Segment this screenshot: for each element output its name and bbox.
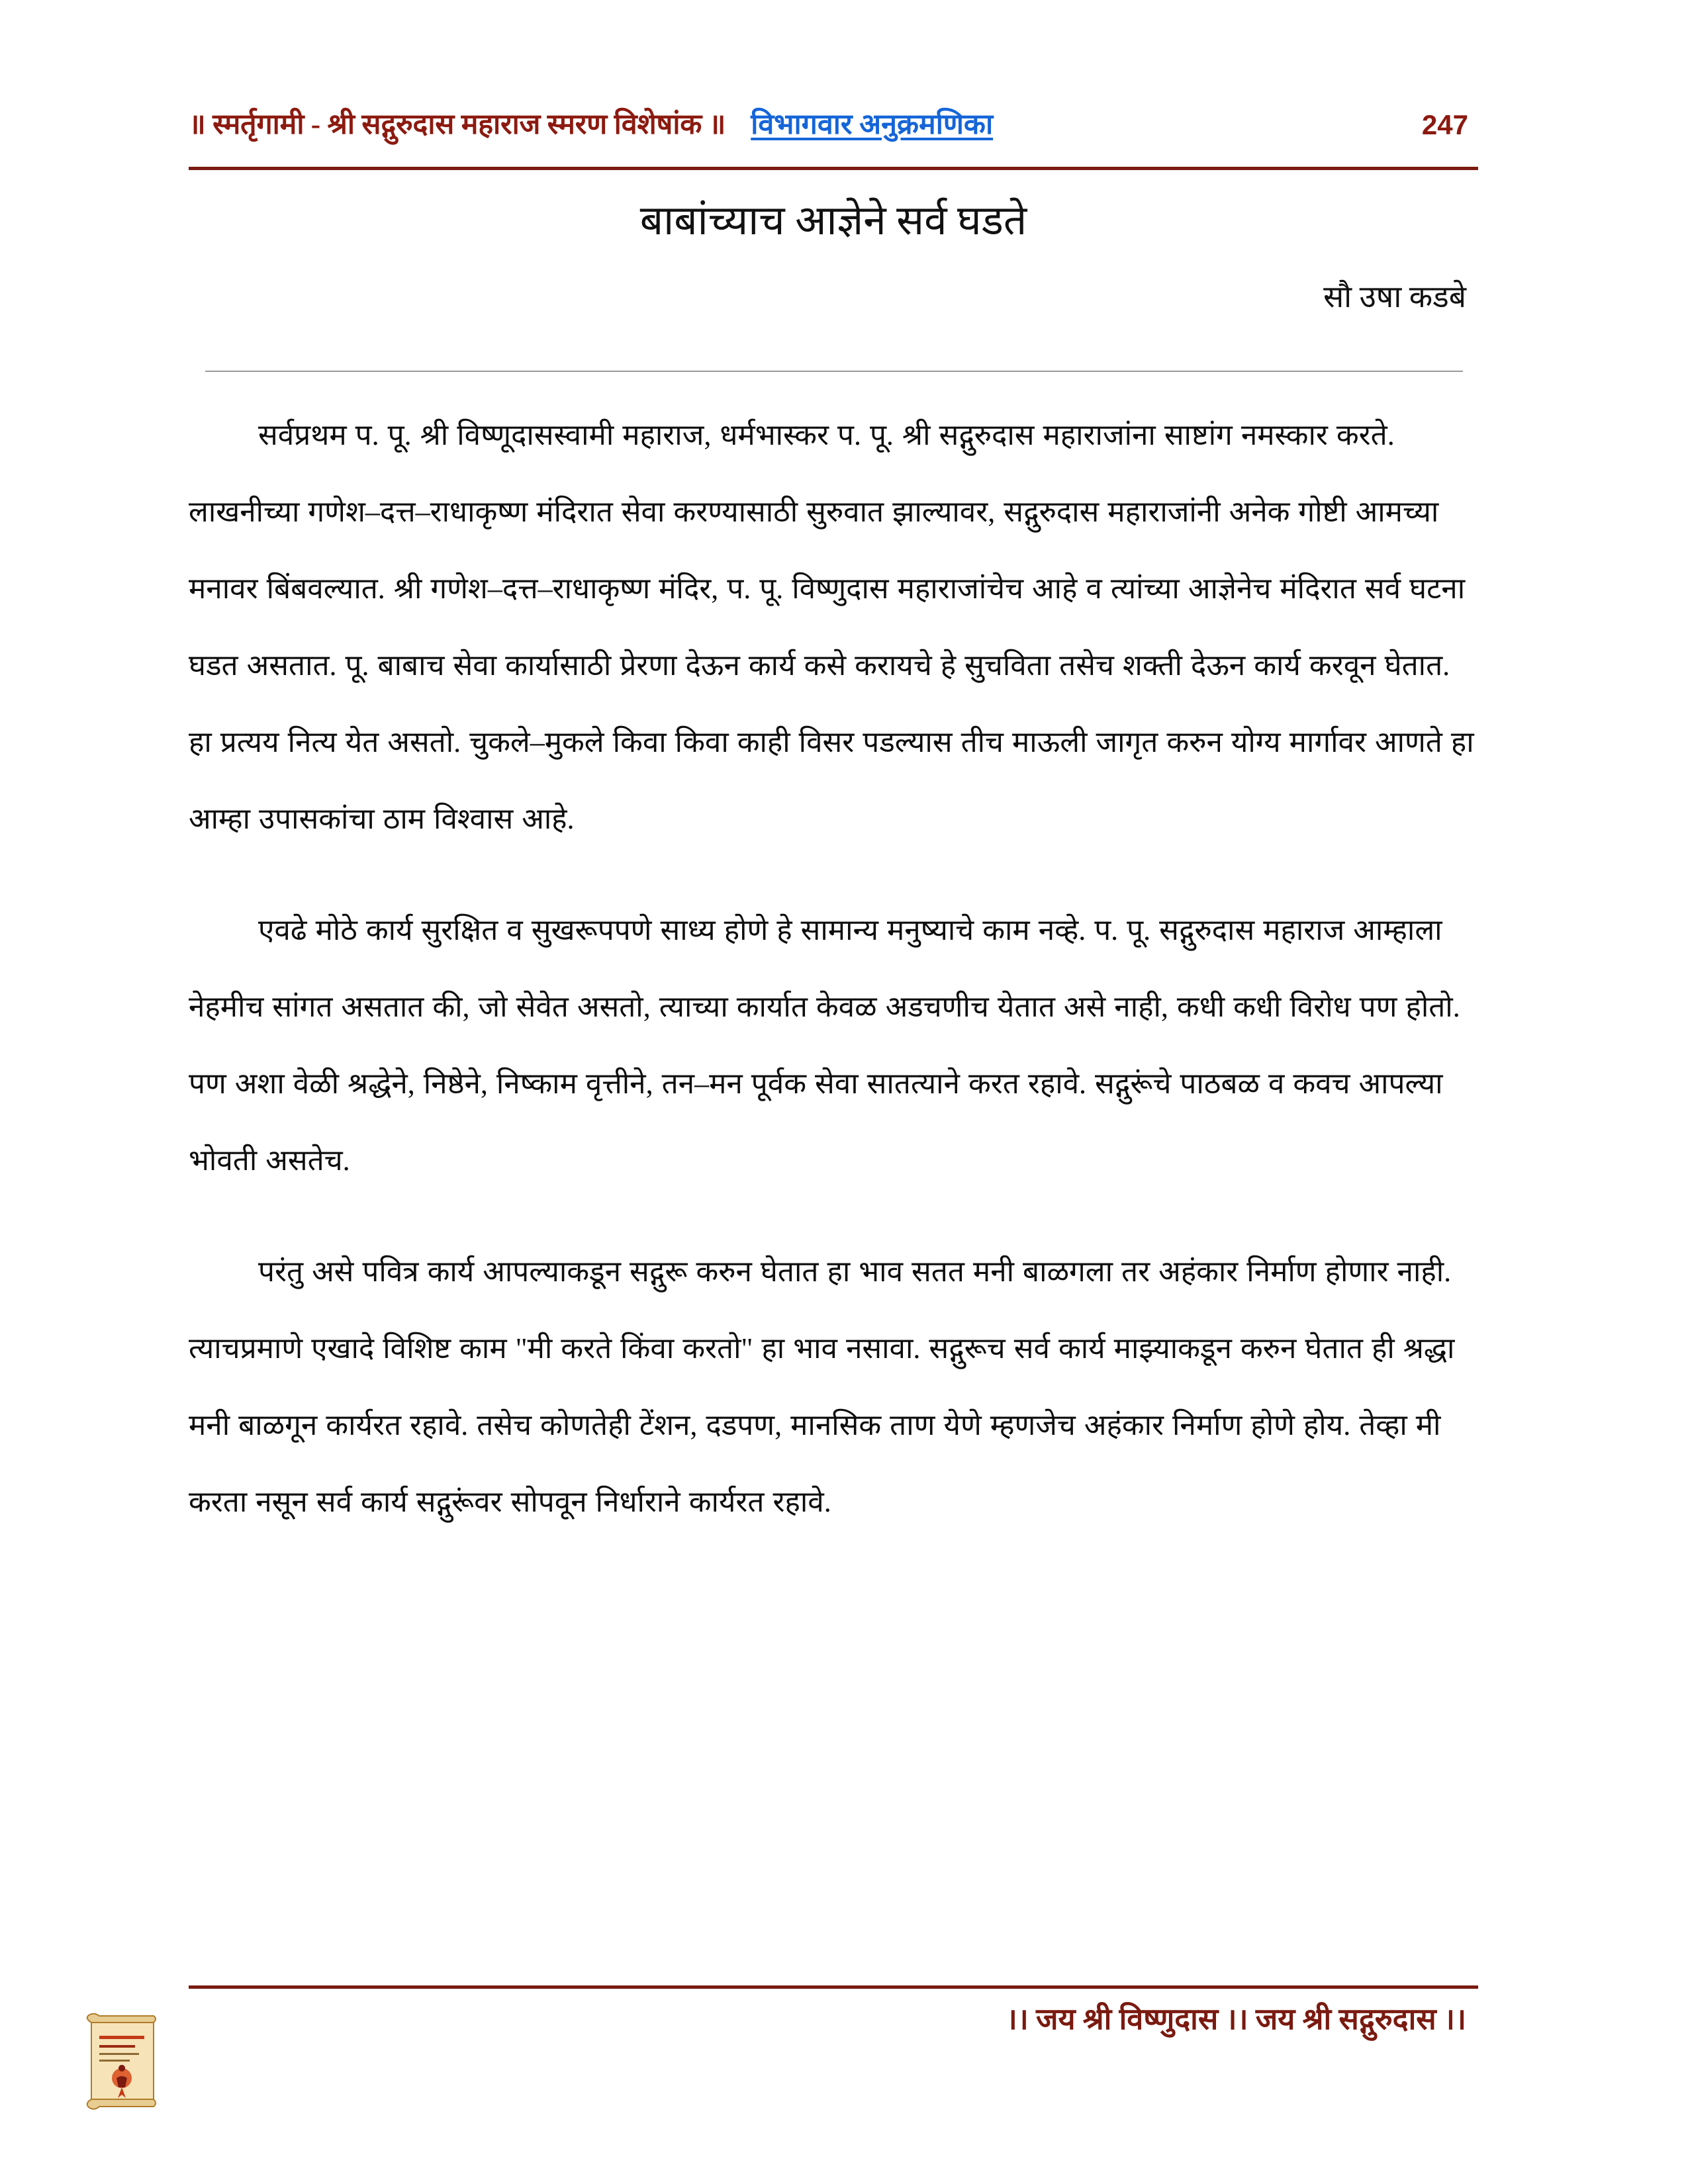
title-divider-rule [205,371,1463,372]
paragraph-text: सर्वप्रथम प. पू. श्री विष्णूदासस्वामी महाराज, धर्मभास्कर प. पू. श्री सद्गुरुदास महाराजांना साष्टांग नमस्कार करते. लाखनीच्या गणेश–दत्त–राधाकृष्ण मंदिरात सेवा करण्यासाठी सुरुवात झाल्यावर, सद्गुरुदास महाराजांनी अनेक गोष्टी आमच्या मनावर बिंबवल्यात. श्री गणेश–दत्त–राधाकृष्ण मंदिर, प. पू. विष्णुदास महाराजांचेच आहे व त्यांच्या आज्ञेनेच मंदिरात सर्व घटना घडत असतात. पू. बाबाच सेवा कार्यासाठी प्रेरणा देऊन कार्य कसे करायचे हे सुचविता तसेच शक्ती देऊन कार्य करवून घेतात. हा प्रत्यय नित्य येत असतो. चुकले–मुकले किवा किवा काही विसर पडल्यास तीच माऊली जागृत करुन योग्य मार्गावर आणते हा आम्हा उपासकांचा ठाम विश्वास आहे. [189,419,1474,835]
paragraph-text: एवढे मोठे कार्य सुरक्षित व सुखरूपपणे साध्य होणे हे सामान्य मनुष्याचे काम नव्हे. प. पू. सद्गुरुदास महाराज आम्हाला नेहमीच सांगत असतात की, जो सेवेत असतो, त्याच्या कार्यात केवळ अडचणीच येतात असे नाही, कधी कधी विरोध पण होतो. पण अशा वेळी श्रद्धेने, निष्ठेने, निष्काम वृत्तीने, तन–मन पूर्वक सेवा सातत्याने करत रहावे. सद्गुरूंचे पाठबळ व कवच आपल्या भोवती असतेच. [189,914,1460,1177]
paragraph [189,1234,1479,1541]
paragraph [189,397,1479,858]
footer-divider-rule [189,1985,1478,1989]
paragraph-text: परंतु असे पवित्र कार्य आपल्याकडून सद्गुरू करुन घेतात हा भाव सतत मनी बाळगला तर अहंकार निर्माण होणार नाही. त्याचप्रमाणे एखादे विशिष्ट काम "मी करते किंवा करतो" हा भाव नसावा. सद्गुरूच सर्व कार्य माझ्याकडून करुन घेतात ही श्रद्धा मनी बाळगून कार्यरत रहावे. तसेच कोणतेही टेंशन, दडपण, मानसिक ताण येणे म्हणजेच अहंकार निर्माण होणे होय. तेव्हा मी करता नसून सर्व कार्य सद्गुरूंवर सोपवून निर्धाराने कार्यरत रहावे. [189,1255,1455,1518]
header-divider-rule [189,167,1478,170]
header-index-link[interactable]: विभागवार अनुक्रमणिका [751,109,994,140]
page-header [189,93,1476,139]
article-body [189,397,1479,1575]
paragraph [189,892,1479,1199]
article-author: सौ उषा कडबे [1323,280,1466,314]
article-title: बाबांच्याच आज्ञेने सर्व घडते [639,199,1027,244]
footer-mantra: ।। जय श्री विष्णुदास ।। जय श्री सद्गुरुदास ।। [1006,2003,1466,2036]
patrabhet-scroll-logo [79,2012,169,2111]
header-banner-title: ॥ स्मर्तृगामी - श्री सद्गुरुदास महाराज स्मरण विशेषांक ॥ [189,109,726,140]
page-number: 247 [1421,109,1468,140]
